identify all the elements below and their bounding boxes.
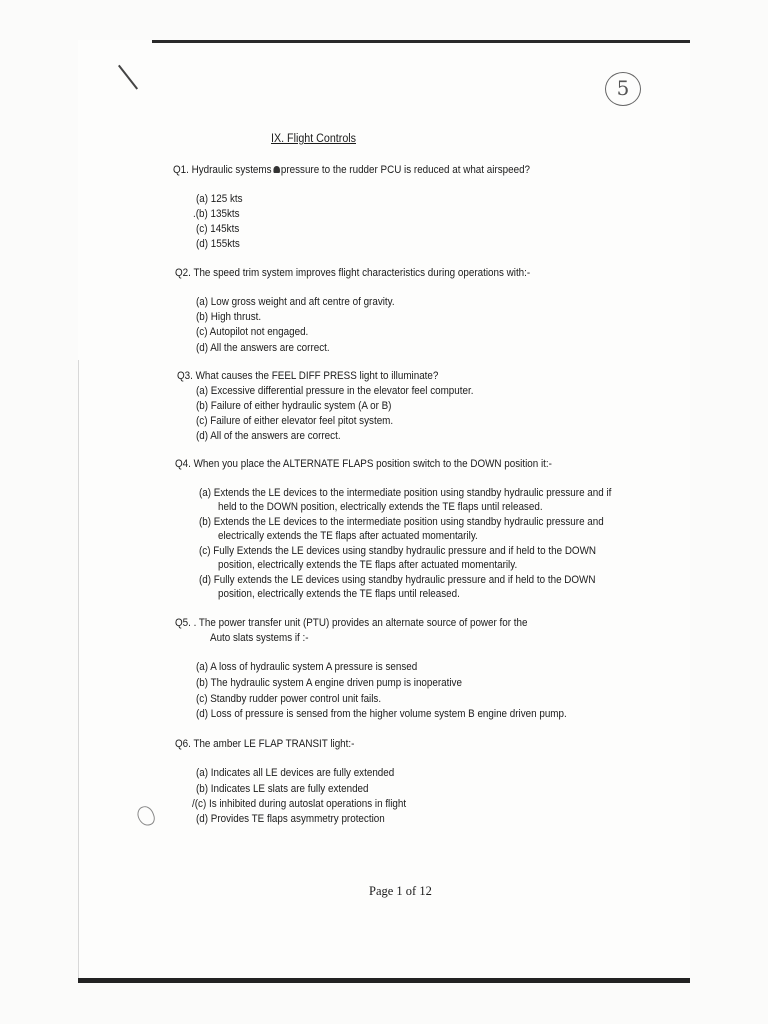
handwritten-page-number: 5 [605, 72, 641, 106]
q1-option-a: (a) 125 kts [196, 193, 243, 205]
q4-option-c-cont: position, electrically extends the TE flaps after actuated momentarily. [218, 559, 518, 571]
q5-option-a: (a) A loss of hydraulic system A pressure is sensed [196, 661, 418, 673]
q5-option-d: (d) Loss of pressure is sensed from the higher volume system B engine driven pump. [196, 708, 567, 720]
q4-option-c: (c) Fully Extends the LE devices using standby hydraulic pressure and if held to the DOWN [199, 545, 597, 557]
q5-option-b: (b) The hydraulic system A engine driven pump is inoperative [196, 677, 462, 689]
question-2: Q2. The speed trim system improves flight characteristics during operations with:- [175, 267, 531, 279]
question-5-cont: Auto slats systems if :- [210, 632, 309, 644]
q3-option-b: (b) Failure of either hydraulic system (A or B) [196, 400, 392, 412]
question-6: Q6. The amber LE FLAP TRANSIT light:- [175, 738, 355, 750]
q3-option-c: (c) Failure of either elevator feel pitot system. [196, 415, 394, 427]
bottom-border-line [78, 978, 690, 983]
q3-option-d: (d) All of the answers are correct. [196, 430, 341, 442]
q4-option-d: (d) Fully extends the LE devices using standby hydraulic pressure and if held to the DOWN [199, 574, 596, 586]
page-footer: Page 1 of 12 [369, 884, 432, 898]
q1-option-c: (c) 145kts [196, 223, 240, 235]
top-border-line [152, 40, 690, 43]
left-edge-line [78, 360, 79, 980]
q1-option-d: (d) 155kts [196, 238, 240, 250]
q4-option-a: (a) Extends the LE devices to the intermediate position using standby hydraulic pressure and if [199, 487, 612, 499]
q6-option-b: (b) Indicates LE slats are fully extended [196, 783, 369, 795]
question-1-text-a: Q1. Hydraulic systems [173, 164, 272, 176]
q4-option-d-cont: position, electrically extends the TE flaps until released. [218, 588, 460, 600]
q2-option-b: (b) High thrust. [196, 311, 262, 323]
q3-option-a: (a) Excessive differential pressure in the elevator feel computer. [196, 385, 474, 397]
q4-option-a-cont: held to the DOWN position, electrically extends the TE flaps until released. [218, 501, 543, 513]
q2-option-a: (a) Low gross weight and aft centre of gravity. [196, 296, 395, 308]
q4-option-b: (b) Extends the LE devices to the intermediate position using standby hydraulic pressure and [199, 516, 604, 528]
question-4: Q4. When you place the ALTERNATE FLAPS position switch to the DOWN position it:- [175, 458, 552, 470]
q6-option-a: (a) Indicates all LE devices are fully extended [196, 767, 395, 779]
question-3: Q3. What causes the FEEL DIFF PRESS light to illuminate? [177, 370, 439, 382]
q6-option-c: /(c) Is inhibited during autoslat operations in flight [192, 798, 407, 810]
q6-option-d: (d) Provides TE flaps asymmetry protection [196, 813, 385, 825]
q4-option-b-cont: electrically extends the TE flaps after actuated momentarily. [218, 530, 478, 542]
q2-option-d: (d) All the answers are correct. [196, 342, 330, 354]
question-1 [173, 164, 530, 177]
section-title: IX. Flight Controls [271, 133, 357, 145]
q2-option-c: (c) Autopilot not engaged. [196, 326, 309, 338]
ink-mark-icon [273, 166, 280, 173]
q5-option-c: (c) Standby rudder power control unit fails. [196, 693, 382, 705]
question-1-text-b: pressure to the rudder PCU is reduced at what airspeed? [280, 164, 531, 176]
question-5: Q5. . The power transfer unit (PTU) provides an alternate source of power for the [175, 617, 528, 629]
q1-option-b: .(b) 135kts [193, 208, 240, 220]
